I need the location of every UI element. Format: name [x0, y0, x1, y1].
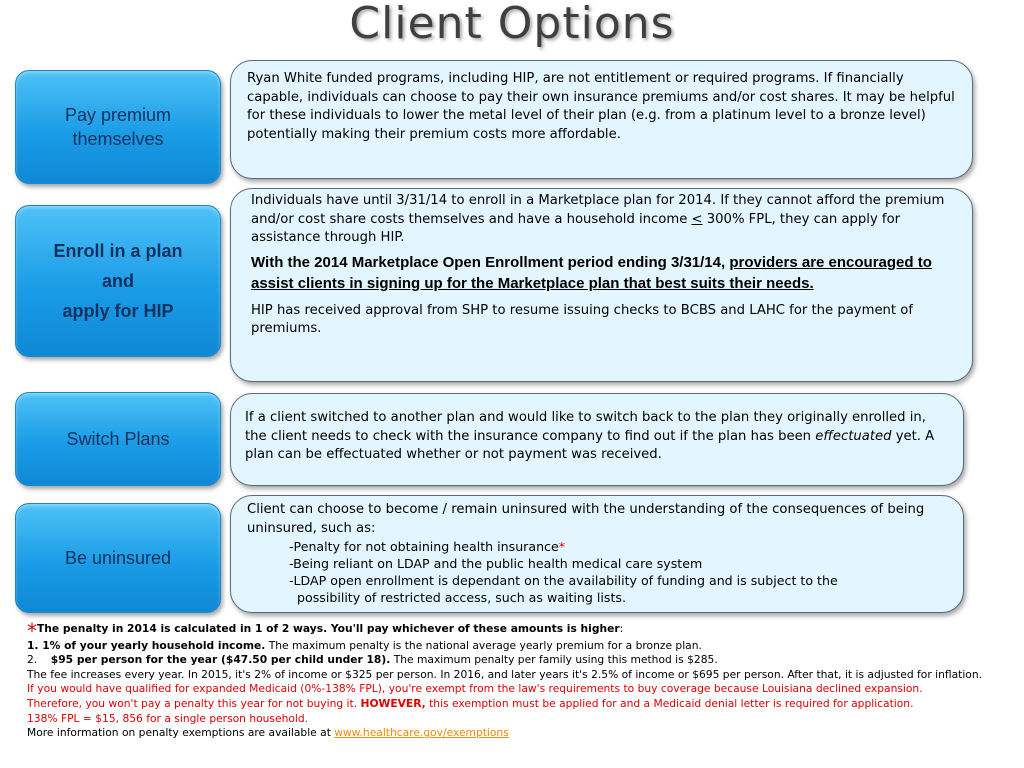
consequence-item: -LDAP open enrollment is dependant on the availability of funding and is subject to the	[289, 573, 838, 589]
exemptions-link[interactable]: www.healthcare.gov/exemptions	[334, 726, 509, 740]
more-info-note	[27, 726, 1024, 741]
consequence-item	[289, 538, 951, 555]
fpl-note: 138% FPL = $15, 856 for a single person household.	[27, 711, 309, 725]
text: :	[619, 622, 624, 635]
enroll-apply-hip-button[interactable]	[15, 205, 221, 357]
text: -Penalty for not obtaining health insurance	[289, 539, 559, 555]
penalty-method-2	[27, 653, 1024, 668]
bold-text: 1. 1% of your yearly household income.	[27, 638, 266, 652]
deadline-paragraph	[251, 192, 958, 248]
heading-text: The penalty in 2014 is calculated in 1 of 2 ways. You'll pay whichever of these amounts is higher	[37, 622, 620, 635]
text: The maximum penalty is the national average yearly premium for a bronze plan.	[265, 638, 702, 652]
medicaid-exemption-note-2	[27, 697, 1024, 712]
text: Individuals have until 3/31/14 to enroll in a Marketplace plan for 2014. If they cannot afford the premium and/or cost share costs themselves and have a household income	[251, 193, 945, 227]
italic-text: effectuated	[815, 428, 892, 444]
text: yet. A plan can be effectuated whether or not payment was received.	[245, 428, 935, 463]
penalty-method-1	[27, 639, 1024, 654]
bold-text: $95 per person for the year ($47.50 per child under 18).	[50, 653, 391, 667]
be-uninsured-description	[230, 495, 964, 613]
button-label-line: Enroll in a plan	[53, 241, 183, 261]
underlined-text: providers are encouraged to assist clients in signing up for the Marketplace plan that best suits their needs.	[251, 253, 932, 292]
consequence-item: -Being reliant on LDAP and the public health medical care system	[289, 556, 703, 572]
switch-plans-button[interactable]	[15, 392, 221, 486]
less-equal-symbol: <	[691, 211, 703, 227]
text: More information on penalty exemptions are available at	[27, 726, 335, 740]
notes-heading	[27, 619, 1024, 643]
text: 300% FPL, they can apply for assistance through HIP.	[251, 211, 901, 246]
medicaid-exemption-note: If you would have qualified for expanded Medicaid (0%-138% FPL), you're exempt from the law's requirements to buy coverage because Louisiana declined expansion.	[27, 682, 923, 696]
text: Therefore, you won't pay a penalty this year for not buying it.	[27, 696, 361, 710]
penalty-notes	[27, 619, 1024, 741]
pay-premium-themselves-button[interactable]	[15, 70, 221, 184]
asterisk-marker: *	[27, 619, 37, 643]
be-uninsured-button[interactable]	[15, 503, 221, 613]
button-label-line: apply for HIP	[62, 301, 174, 321]
text: With the 2014 Marketplace Open Enrollment period ending 3/31/14,	[251, 253, 730, 271]
fee-increase-note: The fee increases every year. In 2015, it's 2% of income or $325 per person. In 2016, and later years it's 2.5% of income or $695 per person. After that, it is adjusted for inflation.	[27, 667, 983, 681]
button-label-line: and	[101, 271, 134, 291]
switch-plans-description	[230, 393, 964, 486]
enroll-hip-description	[230, 188, 973, 382]
button-label: Be uninsured	[64, 548, 172, 568]
text: If a client switched to another plan and would like to switch back to the plan they originally enrolled in, the client needs to check with the insurance company to find out if the plan has been	[245, 410, 926, 444]
enrollment-emphasis	[251, 252, 958, 294]
button-label: Switch Plans	[66, 429, 170, 449]
intro-text: Client can choose to become / remain uninsured with the understanding of the consequences of being uninsured, such as:	[247, 502, 925, 536]
text: this exemption must be applied for and a Medicaid denial letter is required for application.	[425, 696, 914, 710]
pay-premium-description	[230, 60, 973, 179]
button-label-line: themselves	[72, 129, 164, 149]
text: The maximum penalty per family using this method is $285.	[390, 653, 718, 667]
bold-text: HOWEVER,	[360, 696, 426, 710]
text: 2.	[27, 653, 38, 667]
checks-paragraph: HIP has received approval from SHP to resume issuing checks to BCBS and LAHC for the payment of premiums.	[251, 302, 913, 337]
asterisk-marker: *	[558, 539, 566, 555]
description-text	[245, 409, 951, 465]
consequence-item-continued: possibility of restricted access, such as waiting lists.	[297, 590, 626, 606]
button-label-line: Pay premium	[64, 105, 172, 125]
description-text: Ryan White funded programs, including HIP, are not entitlement or required programs. If financially capable, individuals can choose to pay their own insurance premiums and/or cost shares. It may be helpful for these individuals to lower the metal level of their plan (e.g. from a platinum level to a bronze level) potentially making their premium costs more affordable.	[247, 71, 955, 142]
page-title: Client Options	[349, 0, 675, 49]
